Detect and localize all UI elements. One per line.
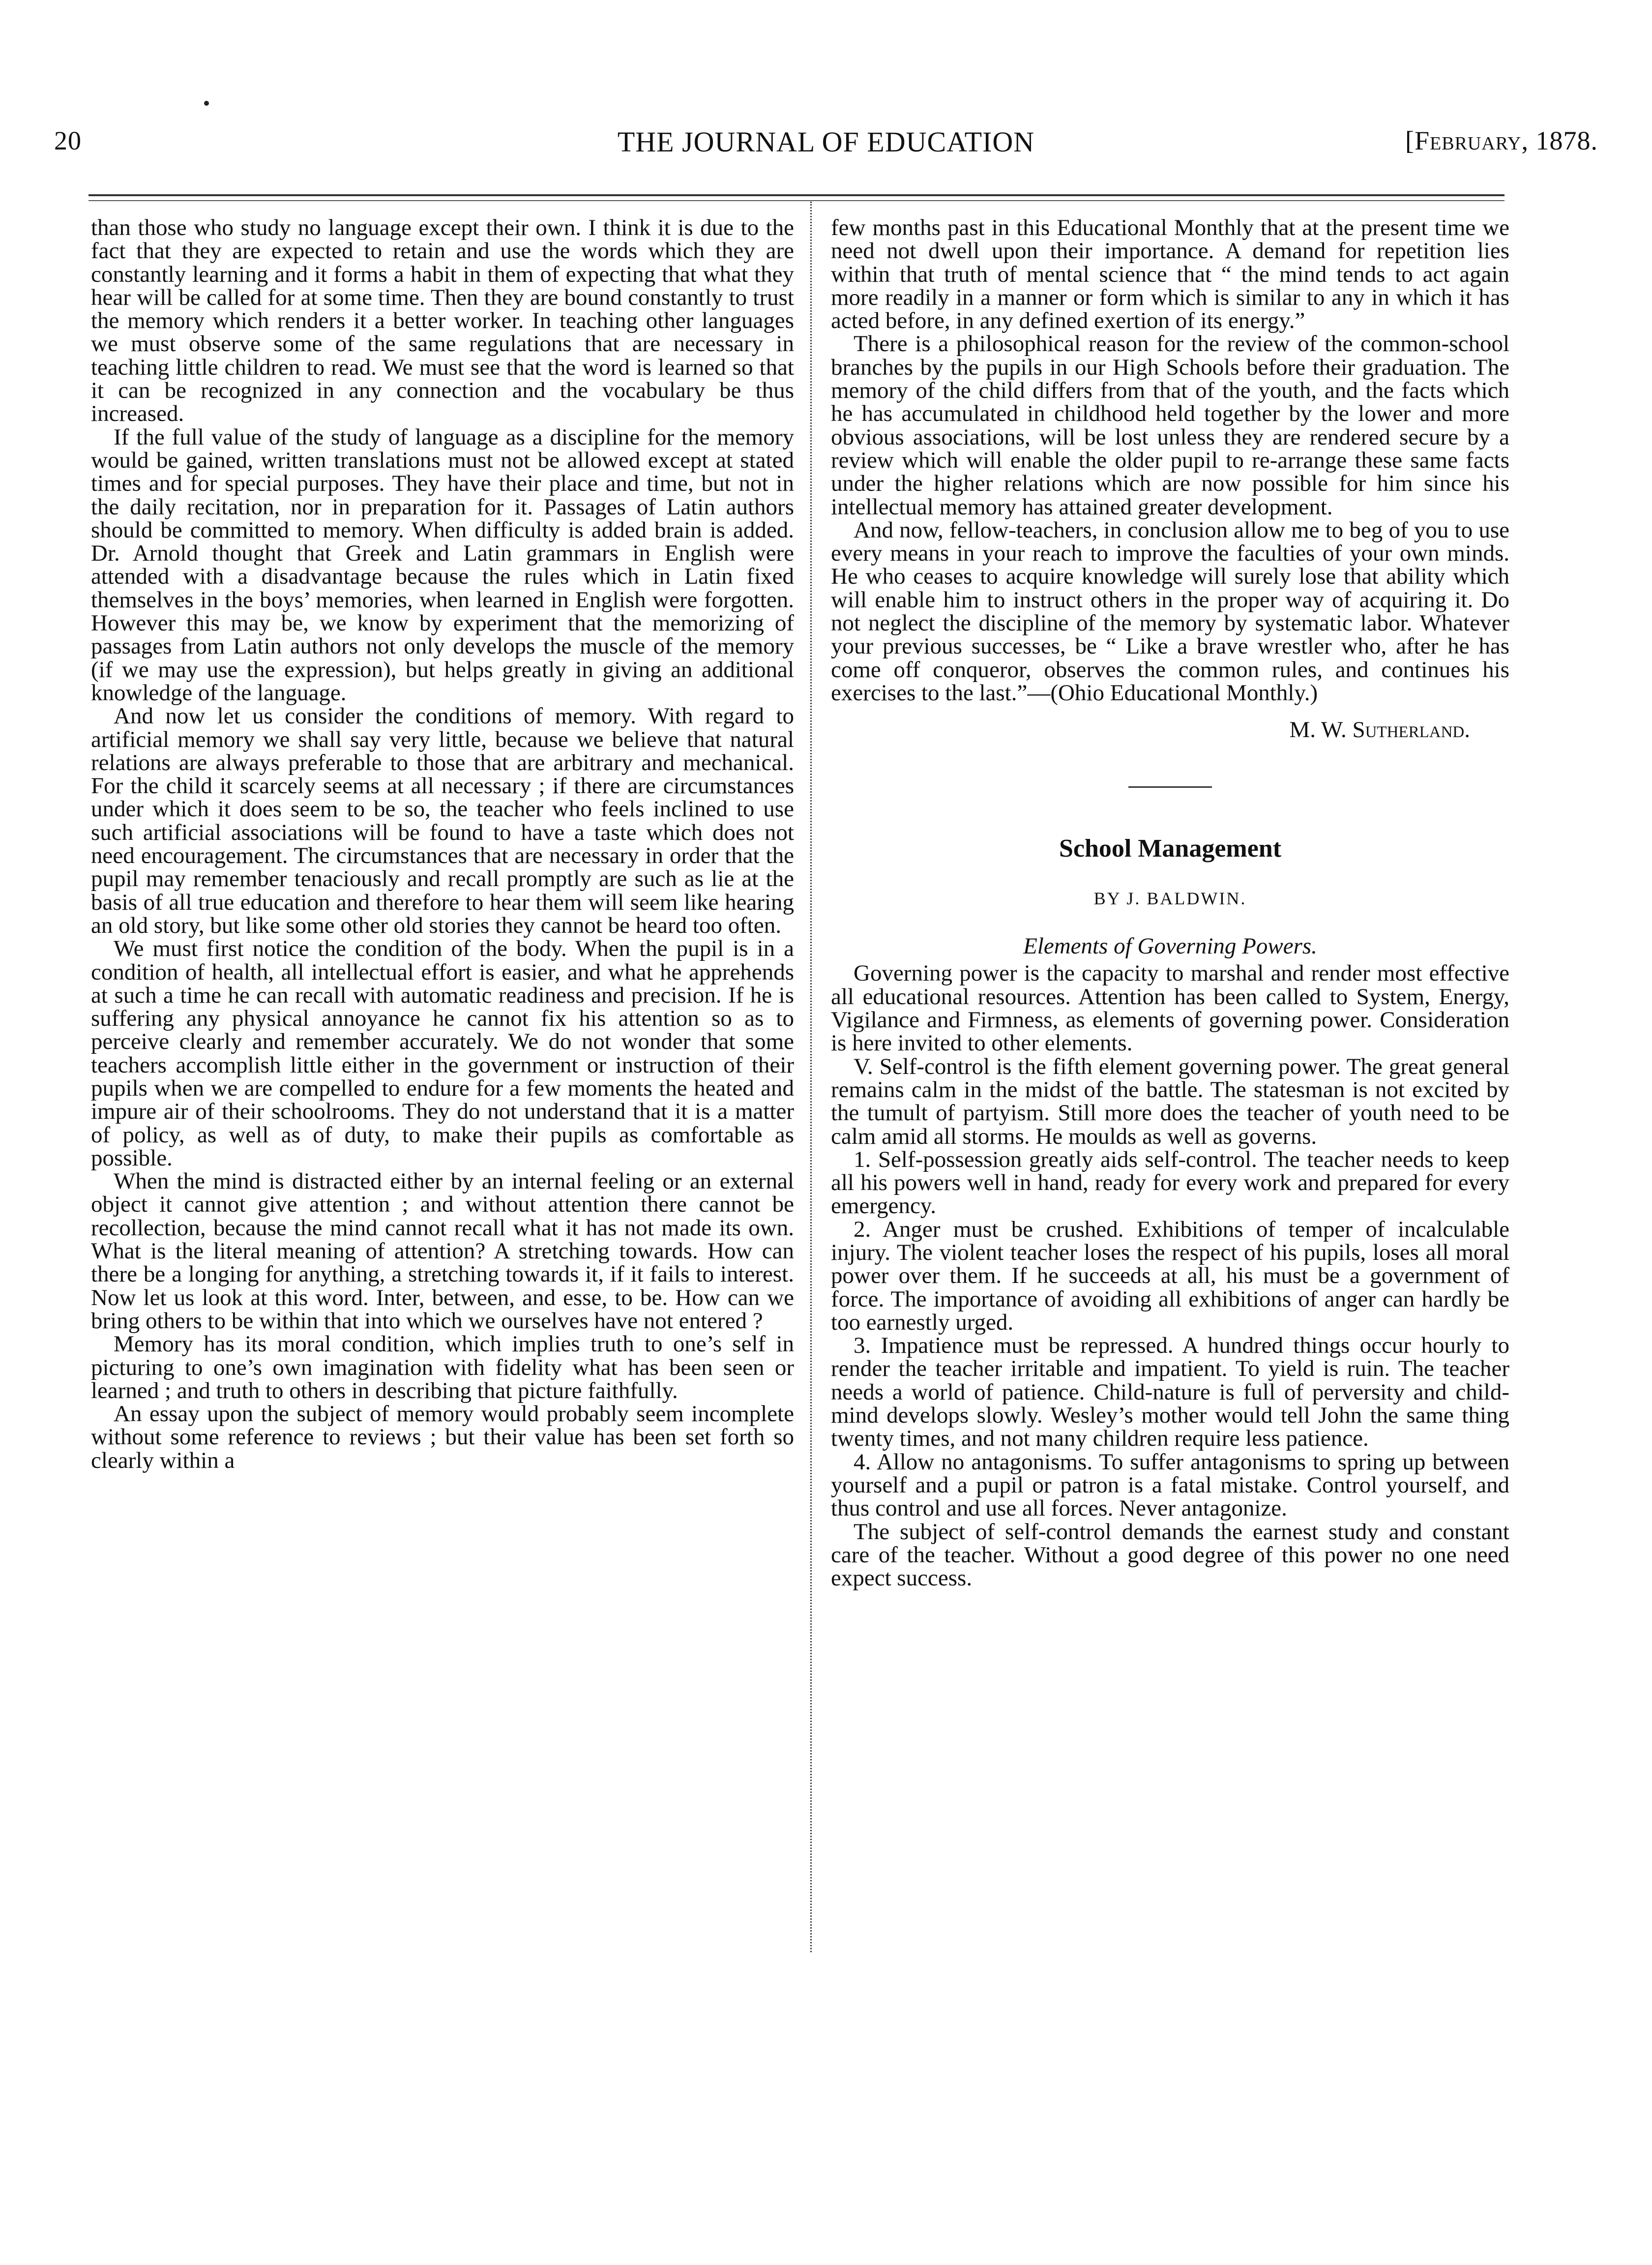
paragraph: 1. Self-possession greatly aids self-control. The teacher needs to keep all his powers well in hand, ready for every work and prepared for every emergency. <box>831 1146 1509 1219</box>
byline: BY J. BALDWIN. <box>1093 888 1247 908</box>
paragraph: And now let us consider the conditions of memory. With regard to artificial memory we shall say very little, because we believe that natural relations are always preferable to those that are arbitrary and mechanical. For the child it scarcely seems at all necessary ; if there are circumstances under which it does seem to be so, the teacher who feels inclined to use such artificial associations will be found to have a taste which does not need encouragement. The circumstances that are necessary in order that the pupil may remember tenaciously and recall promptly are such as lie at the basis of all true education and therefore to hear them will seem like hearing an old story, but like some other old stories they cannot be heard too often. <box>91 703 794 938</box>
paragraph: 3. Impatience must be repressed. A hundred things occur hourly to render the teacher irritable and impatient. To yield is ruin. The teacher needs a world of patience. Child-nature is full of perversity and child-mind develops slowly. Wesley’s mother would tell John the same thing twenty times, and not many children require less patience. <box>831 1333 1509 1452</box>
section-heading: School Management <box>1059 834 1282 863</box>
paragraph: few months past in this Educational Monthly that at the present time we need not dwell upon their importance. A demand for repetition lies within that truth of mental science that “ the mind tends to act again more readily in a manner or form which is similar to any in which it has acted before, in any defined exertion of its energy.” <box>831 215 1509 334</box>
section-subheading: Elements of Governing Powers. <box>1023 933 1317 959</box>
left-column <box>91 216 794 1472</box>
page-number: 20 <box>54 126 82 155</box>
ink-speck <box>204 101 209 106</box>
paragraph: than those who study no language except their own. I think it is due to the fact that they are expected to retain and use the words which they are constantly learning and it forms a habit in them of expecting that what they hear will be called for at some time. Then they are bound constantly to trust the memory which renders it a better worker. In teaching other languages we must observe some of the same regulations that are necessary in teaching little children to read. We must see that the word is learned so that it can be recognized in any connection and the vocabulary be thus increased. <box>91 215 794 427</box>
paragraph: When the mind is distracted either by an internal feeling or an external object it cannot give attention ; and without attention there cannot be recollection, because the mind cannot recall what it has not made its own. What is the literal meaning of attention? A stretching towards. How can there be a longing for anything, a stretching towards it, if it fails to interest. Now let us look at this word. Inter, between, and esse, to be. How can we bring others to be within that into which we ourselves have not entered ? <box>91 1168 794 1334</box>
header-rule <box>88 194 1504 201</box>
paragraph: Governing power is the capacity to marshal and render most effective all educational resources. Attention has been called to System, Energy, Vigilance and Firmness, as elements of governing power. Consideration is here invited to other elements. <box>831 960 1509 1056</box>
issue-date: [February, 1878. <box>1405 126 1598 155</box>
paragraph: An essay upon the subject of memory would probably seem incomplete without some reference to reviews ; but their value has been set forth so clearly within a <box>91 1401 794 1473</box>
journal-title: THE JOURNAL OF EDUCATION <box>617 126 1035 158</box>
right-column <box>831 216 1509 1590</box>
paragraph: We must first notice the condition of the body. When the pupil is in a condition of health, all intellectual effort is easier, and what he apprehends at such a time he can recall with automatic readiness and precision. If he is suffering any physical annoyance he cannot fix his attention so as to perceive clearly and remember accurately. We do not wonder that some teachers accomplish little either in the government or instruction of their pupils when we are compelled to endure for a few moments the heated and impure air of their schoolrooms. They do not understand that it is a matter of policy, as well as of duty, to make their pupils as comfortable as possible. <box>91 936 794 1171</box>
paragraph: If the full value of the study of language as a discipline for the memory would be gained, written translations must not be allowed except at stated times and for special purposes. They have their place and time, but not in the daily recitation, nor in preparation for it. Passages of Latin authors should be committed to memory. When difficulty is added brain is added. Dr. Arnold thought that Greek and Latin grammars in English were attended with a disadvantage because the rules which in Latin fixed themselves in the boys’ memories, when learned in English were forgotten. However this may be, we know by experiment that the memorizing of passages from Latin authors not only develops the muscle of the memory (if we may use the expression), but helps greatly in giving an additional knowledge of the language. <box>91 424 794 706</box>
paragraph: V. Self-control is the fifth element governing power. The great general remains calm in the midst of the battle. The statesman is not excited by the tumult of partyism. Still more does the teacher of youth need to be calm amid all storms. He moulds as well as governs. <box>831 1053 1509 1149</box>
paragraph: 2. Anger must be crushed. Exhibitions of temper of incalculable injury. The violent teacher loses the respect of his pupils, loses all moral power over them. If he succeeds at all, his must be a government of force. The importance of avoiding all exhibitions of anger can hardly be too earnestly urged. <box>831 1216 1509 1335</box>
section-divider <box>1128 786 1212 788</box>
paragraph: And now, fellow-teachers, in conclusion allow me to beg of you to use every means in your reach to improve the faculties of your own minds. He who ceases to acquire knowledge will surely lose that ability which will enable him to instruct others in the proper way of acquiring it. Do not neglect the discipline of the memory by systematic labor. Whatever your previous successes, be “ Like a brave wrestler who, after he has come off conqueror, observes the common rules, and continues his exercises to the last.”—(Ohio Educational Monthly.) <box>831 517 1509 706</box>
page-header <box>54 125 1598 170</box>
column-divider <box>810 202 812 1952</box>
paragraph: Memory has its moral condition, which implies truth to one’s self in picturing to one’s own imagination with fidelity what has been seen or learned ; and truth to others in describing that picture faithfully. <box>91 1331 794 1403</box>
paragraph: There is a philosophical reason for the review of the common-school branches by the pupils in our High Schools before their graduation. The memory of the child differs from that of the youth, and the facts which he has accumulated in childhood held together by the lower and more obvious associations, will be lost unless they are rendered secure by a review which will enable the older pupil to re-arrange these same facts under the higher relations which are now possible for him since his intellectual memory has attained greater development. <box>831 331 1509 520</box>
author-signature: M. W. Sutherland. <box>1289 717 1470 743</box>
paragraph: The subject of self-control demands the earnest study and constant care of the teacher. Without a good degree of this power no one need expect success. <box>831 1519 1509 1591</box>
paragraph: 4. Allow no antagonisms. To suffer antagonisms to spring up between yourself and a pupil or patron is a fatal mistake. Control yourself, and thus control and use all forces. Never antagonize. <box>831 1449 1509 1521</box>
